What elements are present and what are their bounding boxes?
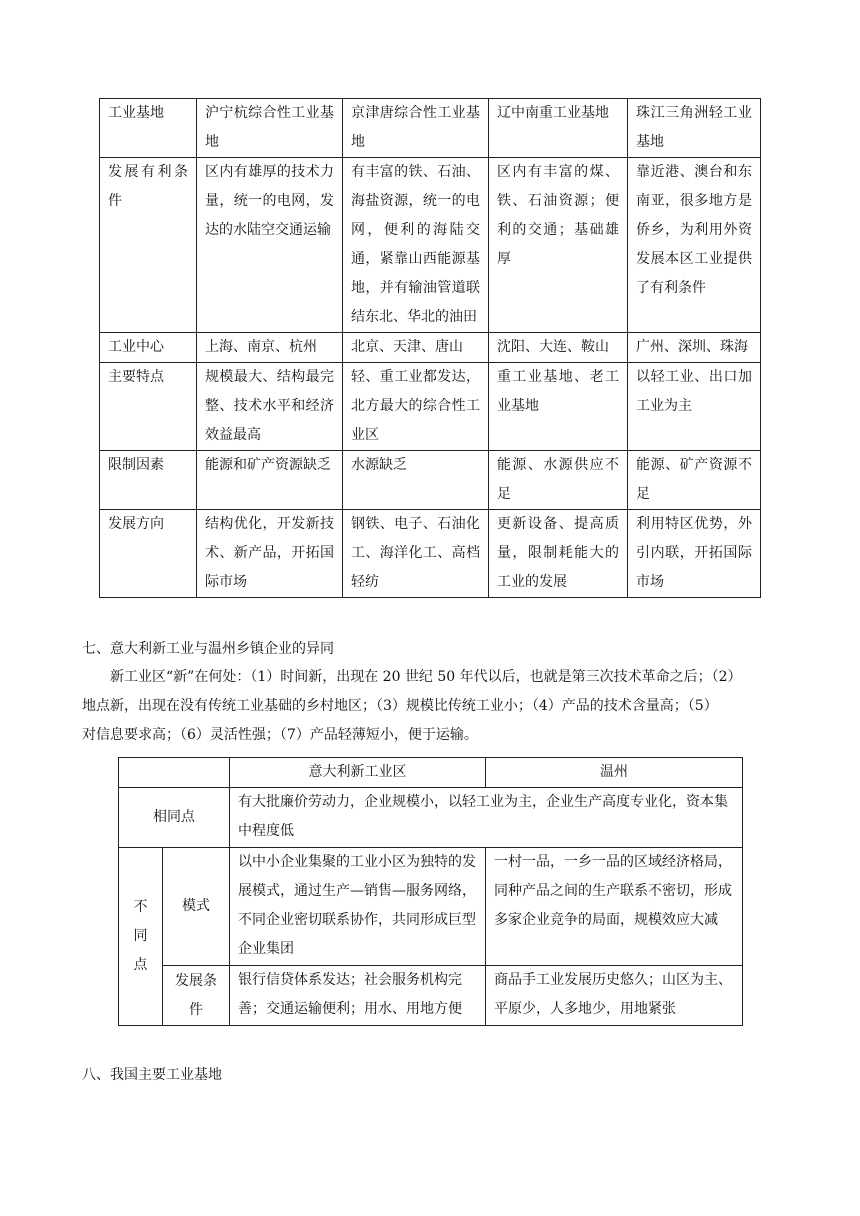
table-cell: 靠近港、澳台和东南亚，很多地方是侨乡，为利用外资发展本区工业提供了有利条件 (628, 158, 761, 333)
table-row (100, 510, 761, 598)
paragraph-line: 对信息要求高；（6）灵活性强；（7）产品轻薄短小，便于运输。 (82, 727, 478, 743)
table-cell: 上海、南京、杭州 (197, 333, 343, 363)
table-cell: 北京、天津、唐山 (343, 333, 489, 363)
table-cell: 沈阳、大连、鞍山 (489, 333, 628, 363)
label-char: 点 (133, 957, 148, 973)
row-label: 发展方向 (100, 510, 197, 598)
label-char: 不 (133, 899, 148, 915)
table-cell: 以轻工业、出口加工业为主 (628, 363, 761, 451)
table-row (119, 966, 743, 1026)
table-cell: 钢铁、电子、石油化工、海洋化工、高档轻纺 (343, 510, 489, 598)
table-cell: 商品手工业发展历史悠久；山区为主、平原少，人多地少，用地紧张 (486, 966, 743, 1026)
table-cell: 结构优化，开发新技术、新产品，开拓国际市场 (197, 510, 343, 598)
table-row (119, 848, 743, 966)
paragraph-line: 新工业区“新”在何处：（1）时间新，出现在 20 世纪 50 年代以后，也就是第三次技术革命之后；（2） (110, 669, 742, 685)
table-cell: 能源、矿产资源不足 (628, 451, 761, 510)
label-char: 同 (133, 928, 148, 944)
table-row (119, 758, 743, 788)
row-label: 相同点 (119, 788, 230, 848)
table-cell: 京津唐综合性工业基地 (343, 99, 489, 158)
table-cell: 区内有雄厚的技术力量，统一的电网，发达的水陆空交通运输 (197, 158, 343, 333)
table-cell: 沪宁杭综合性工业基地 (197, 99, 343, 158)
row-label-vertical (119, 848, 163, 1026)
table-cell: 规模最大、结构最完整、技术水平和经济效益最高 (197, 363, 343, 451)
table-row (100, 158, 761, 333)
row-label: 工业基地 (100, 99, 197, 158)
column-header: 温州 (486, 758, 743, 788)
table-cell: 有大批廉价劳动力，企业规模小，以轻工业为主，企业生产高度专业化，资本集中程度低 (230, 788, 743, 848)
table-cell: 广州、深圳、珠海 (628, 333, 761, 363)
comparison-table (118, 757, 743, 1026)
table-cell: 能源和矿产资源缺乏 (197, 451, 343, 510)
empty-header-cell (119, 758, 230, 788)
row-label: 模式 (163, 848, 230, 966)
table-row (100, 451, 761, 510)
table-cell: 重工业基地、老工业基地 (489, 363, 628, 451)
table-cell: 水源缺乏 (343, 451, 489, 510)
table-cell: 辽中南重工业基地 (489, 99, 628, 158)
section-heading: 八、我国主要工业基地 (82, 1067, 222, 1083)
section-heading: 七、意大利新工业与温州乡镇企业的异同 (82, 641, 334, 657)
table-cell: 一村一品，一乡一品的区域经济格局，同种产品之间的生产联系不密切，形成多家企业竞争的局面，规模效应大减 (486, 848, 743, 966)
table-cell: 利用特区优势，外引内联，开拓国际市场 (628, 510, 761, 598)
paragraph-line: 地点新，出现在没有传统工业基础的乡村地区；（3）规模比传统工业小；（4）产品的技术含量高；（5） (82, 698, 718, 714)
table-cell: 更新设备、提高质量，限制耗能大的工业的发展 (489, 510, 628, 598)
table-cell: 轻、重工业都发达，北方最大的综合性工业区 (343, 363, 489, 451)
table-row (100, 333, 761, 363)
table-cell: 区内有丰富的煤、铁、石油资源；便利的交通；基础雄厚 (489, 158, 628, 333)
row-label: 主要特点 (100, 363, 197, 451)
row-label: 发展有利条件 (100, 158, 197, 333)
table-row (100, 99, 761, 158)
table-cell: 银行信贷体系发达；社会服务机构完善；交通运输便利；用水、用地方便 (230, 966, 486, 1026)
row-label: 发展条件 (163, 966, 230, 1026)
table-cell: 能源、水源供应不足 (489, 451, 628, 510)
table-cell: 以中小企业集聚的工业小区为独特的发展模式，通过生产—销售—服务网络，不同企业密切联系协作，共同形成巨型企业集团 (230, 848, 486, 966)
table-row (100, 363, 761, 451)
row-label: 工业中心 (100, 333, 197, 363)
table-row (119, 788, 743, 848)
table-cell: 有丰富的铁、石油、海盐资源，统一的电网，便利的海陆交通，紧靠山西能源基地，并有输油管道联结东北、华北的油田 (343, 158, 489, 333)
column-header: 意大利新工业区 (230, 758, 486, 788)
row-label: 限制因素 (100, 451, 197, 510)
industrial-base-table (99, 98, 761, 598)
table-cell: 珠江三角洲轻工业基地 (628, 99, 761, 158)
